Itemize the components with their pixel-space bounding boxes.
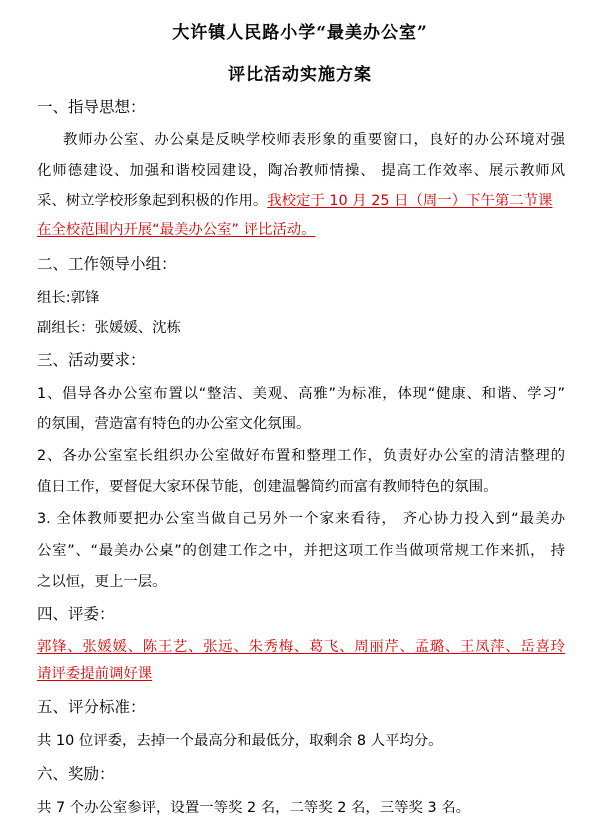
guiding-line-2: 化师德建设、加强和谐校园建设，陶冶教师情操、 提高工作效率、展示教师风 [37, 163, 565, 179]
judges-note: 请评委提前调好课 [37, 666, 153, 682]
deputy-leader: 副组长：张媛媛、沈栋 [37, 320, 181, 336]
guiding-line-3 [37, 191, 565, 211]
section-heading-requirements: 三、活动要求： [37, 351, 146, 369]
title-line-2: 评比活动实施方案 [228, 65, 372, 85]
title-line-1: 大许镇人民路小学“最美办公室” [172, 23, 428, 43]
activity-date-notice: 我校定于 10 月 25 日（周一）下午第二节课 [267, 193, 553, 209]
requirement-line-6: 公室”、“最美办公桌”的创建工作之中，并把这项工作当做项常规工作来抓， 持 [37, 543, 565, 559]
group-leader: 组长:郭锋 [37, 290, 100, 306]
guiding-line-3-text: 采、树立学校形象起到积极的作用。 [37, 193, 268, 209]
section-heading-awards: 六、奖励： [37, 765, 115, 783]
requirement-line-1: 1、倡导各办公室布置以“整洁、美观、高雅”为标准，体现“健康、和谐、学习” [37, 386, 565, 402]
guiding-line-4 [37, 220, 565, 240]
awards-text: 共 7 个办公室参评，设置一等奖 2 名，二等奖 2 名，三等奖 3 名。 [37, 800, 470, 816]
requirement-line-3: 2、各办公室室长组织办公室做好布置和整理工作，负责好办公室的清洁整理的 [37, 448, 565, 464]
guiding-line-1: 教师办公室、办公桌是反映学校师表形象的重要窗口，良好的办公环境对强 [63, 132, 565, 148]
scoring-text: 共 10 位评委，去掉一个最高分和最低分，取剩余 8 人平均分。 [37, 733, 443, 749]
requirement-line-4: 值日工作，要督促大家环保节能，创建温馨简约而富有教师特色的氛围。 [37, 479, 498, 495]
section-heading-scoring: 五、评分标准： [37, 698, 146, 716]
activity-scope-notice: 在全校范围内开展“最美办公室” 评比活动。 [37, 222, 316, 238]
judges-list: 郭锋、张媛媛、陈王艺、张远、朱秀梅、葛飞、周丽芹、孟璐、王凤萍、岳喜玲 [37, 639, 565, 655]
judges-names [37, 637, 565, 657]
judges-note-line [37, 664, 565, 684]
section-heading-leadership: 二、工作领导小组： [37, 255, 177, 273]
section-heading-judges: 四、评委： [37, 605, 115, 623]
section-heading-guiding: 一、指导思想： [37, 98, 146, 116]
requirement-line-5: 3. 全体教师要把办公室当做自己另外一个家来看待， 齐心协力投入到“最美办 [37, 511, 565, 527]
requirement-line-2: 的氛围，营造富有特色的办公室文化氛围。 [37, 416, 311, 432]
requirement-line-7: 之以恒，更上一层。 [37, 574, 167, 590]
